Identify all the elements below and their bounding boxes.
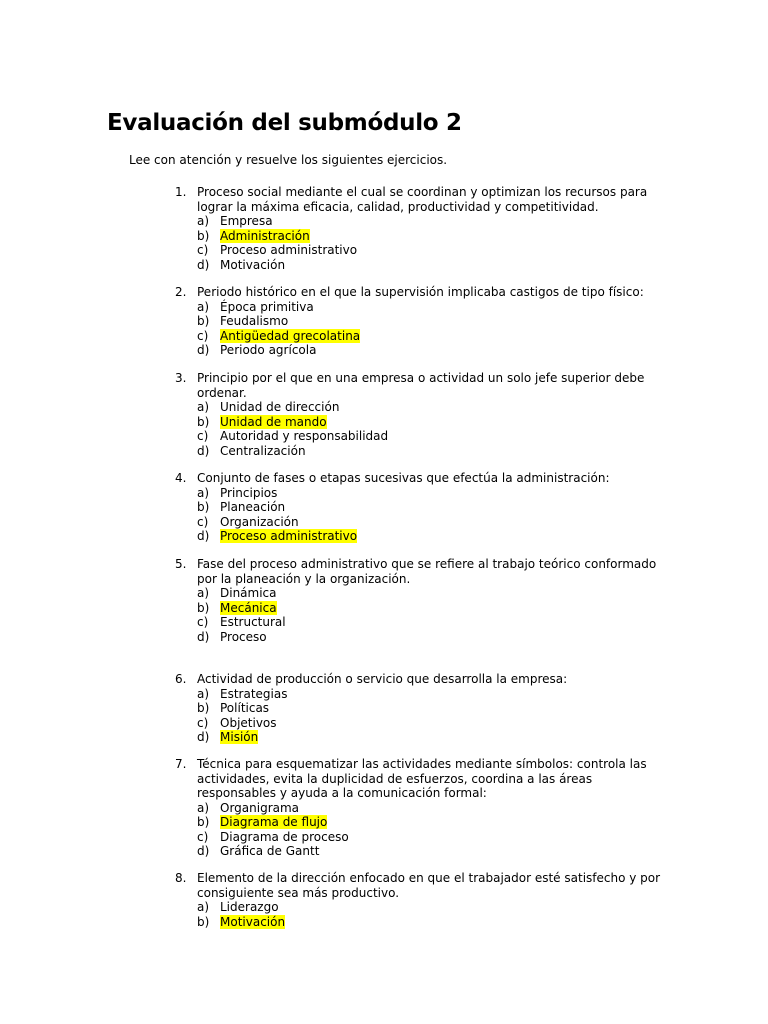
answer-option [197,630,665,645]
answer-options [197,400,665,458]
option-letter: b) [197,414,210,429]
option-text: Dinámica [220,586,277,600]
answer-option [197,529,665,544]
answer-option [197,687,665,702]
option-letter: b) [197,701,210,715]
question-number: 6. [175,672,187,686]
answer-option [197,615,665,630]
answer-options [197,586,665,644]
option-letter: b) [197,600,210,615]
option-letter: a) [197,586,210,600]
question-item [175,557,665,644]
answer-option [197,415,665,430]
option-text: Motivación [220,257,286,272]
answer-options [197,900,665,929]
option-letter: b) [197,314,210,328]
option-letter: d) [197,844,210,858]
option-text: Proceso administrativo [220,243,358,257]
option-text: Estrategias [220,686,288,701]
question-text: Fase del proceso administrativo que se refiere al trabajo teórico conformado por la planeación y la organización. [197,557,657,586]
highlighted-answer: Antigüedad grecolatina [220,328,361,343]
option-letter: d) [197,529,210,543]
option-text: Políticas [220,701,270,715]
option-text: Autoridad y responsabilidad [220,429,389,443]
highlighted-answer: Proceso administrativo [220,529,358,543]
question-text: Periodo histórico en el que la supervisión implicaba castigos de tipo físico: [197,285,644,299]
answer-option [197,601,665,616]
answer-option [197,515,665,530]
answer-option [197,300,665,315]
question-text: Elemento de la dirección enfocado en que el trabajador esté satisfecho y por consiguiente sea más productivo. [197,871,661,900]
answer-option [197,701,665,716]
option-letter: c) [197,715,209,730]
question-number: 8. [175,871,187,885]
highlighted-answer: Mecánica [220,600,277,615]
answer-option [197,801,665,816]
option-letter: d) [197,443,210,458]
option-text: Organigrama [220,800,300,815]
option-text: Empresa [220,214,273,228]
option-letter: a) [197,900,210,914]
answer-option [197,258,665,273]
question-number: 4. [175,471,187,485]
question-item [175,757,665,859]
question-number: 7. [175,757,187,771]
page-title: Evaluación del submódulo 2 [107,110,462,136]
question-text: Conjunto de fases o etapas sucesivas que efectúa la administración: [197,471,610,485]
answer-option [197,314,665,329]
option-letter: d) [197,343,210,357]
option-letter: a) [197,214,210,228]
answer-option [197,229,665,244]
option-letter: c) [197,615,209,629]
option-text: Periodo agrícola [220,343,317,357]
question-item [175,185,665,272]
option-text: Organización [220,514,299,529]
option-letter: a) [197,400,210,414]
answer-option [197,915,665,930]
highlighted-answer: Unidad de mando [220,414,327,429]
answer-options [197,214,665,272]
option-letter: a) [197,299,210,314]
answer-option [197,400,665,415]
option-text: Época primitiva [220,299,314,314]
question-text: Técnica para esquematizar las actividades mediante símbolos: controla las actividades, evita la duplicidad de esfuerzos, coordina a las áreas responsables y ayuda a la comunicación formal: [197,757,647,800]
highlighted-answer: Misión [220,730,259,744]
answer-option [197,900,665,915]
option-letter: a) [197,800,210,815]
question-item [175,471,665,544]
option-letter: c) [197,328,209,343]
option-letter: a) [197,686,210,701]
answer-option [197,844,665,859]
answer-options [197,687,665,745]
highlighted-answer: Administración [220,228,310,243]
question-number: 1. [175,185,187,199]
answer-option [197,444,665,459]
question-text: Actividad de producción o servicio que desarrolla la empresa: [197,672,568,686]
option-letter: c) [197,243,209,257]
answer-option [197,329,665,344]
answer-option [197,815,665,830]
option-letter: b) [197,228,210,243]
option-text: Diagrama de proceso [220,829,349,844]
answer-option [197,343,665,358]
answer-option [197,243,665,258]
question-number: 3. [175,371,187,385]
answer-option [197,429,665,444]
answer-options [197,486,665,544]
answer-option [197,586,665,601]
highlighted-answer: Motivación [220,914,286,929]
option-letter: b) [197,500,210,514]
question-item [175,672,665,745]
answer-option [197,830,665,845]
answer-option [197,500,665,515]
option-letter: c) [197,829,209,844]
option-text: Gráfica de Gantt [220,844,320,858]
option-letter: d) [197,629,210,644]
question-item [175,285,665,358]
answer-option [197,730,665,745]
answer-options [197,801,665,859]
question-number: 5. [175,557,187,571]
answer-option [197,486,665,501]
option-text: Proceso [220,629,267,644]
instructions-text: Lee con atención y resuelve los siguientes ejercicios. [129,153,448,167]
question-text: Principio por el que en una empresa o actividad un solo jefe superior debe ordenar. [197,371,645,400]
question-item [175,371,665,458]
option-text: Objetivos [220,715,277,730]
option-letter: d) [197,730,210,744]
option-letter: d) [197,257,210,272]
option-text: Unidad de dirección [220,400,340,414]
answer-options [197,300,665,358]
option-letter: c) [197,514,209,529]
option-text: Liderazgo [220,900,279,914]
option-text: Estructural [220,615,286,629]
option-text: Planeación [220,500,286,514]
option-letter: a) [197,485,210,500]
option-letter: c) [197,429,209,443]
question-number: 2. [175,285,187,299]
option-text: Principios [220,485,278,500]
question-item [175,871,665,929]
option-letter: b) [197,815,210,829]
option-text: Centralización [220,443,306,458]
answer-option [197,214,665,229]
answer-option [197,716,665,731]
question-text: Proceso social mediante el cual se coordinan y optimizan los recursos para lograr la máxima eficacia, calidad, productividad y competitividad. [197,185,648,214]
highlighted-answer: Diagrama de flujo [220,815,328,829]
option-letter: b) [197,914,210,929]
option-text: Feudalismo [220,314,289,328]
